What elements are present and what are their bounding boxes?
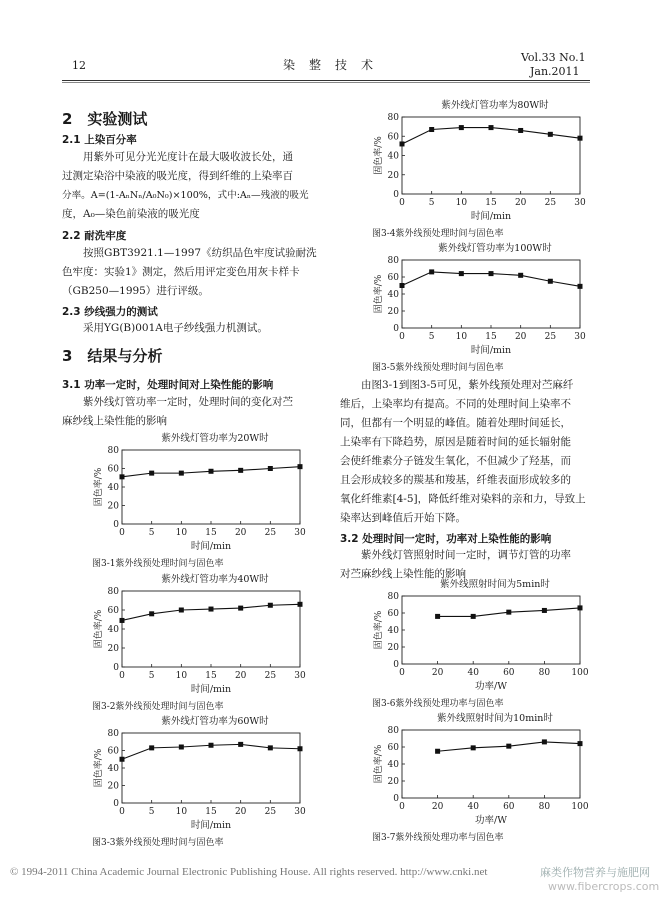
y-tick-label: 0 — [393, 794, 399, 804]
data-point — [120, 757, 125, 762]
x-tick-label: 30 — [294, 807, 306, 817]
data-point — [238, 468, 243, 473]
data-point — [209, 469, 214, 474]
y-tick-label: 80 — [387, 592, 399, 602]
y-tick-label: 60 — [107, 746, 119, 757]
watermark-url: www.fibercrops.com — [548, 880, 660, 893]
data-point — [179, 745, 184, 750]
volume-info: Vol.33 No.1 — [521, 51, 586, 64]
x-tick-label: 15 — [485, 332, 497, 342]
x-tick-label: 20 — [514, 332, 527, 342]
figure-caption: 图3-5紫外线预处理时间与固色率 — [372, 363, 504, 373]
text-line: 过测定染浴中染液的吸光度，得到纤维的上染率百 — [62, 170, 293, 182]
x-tick-label: 15 — [485, 198, 497, 208]
discussion-body — [340, 376, 600, 528]
figure-3-1 — [90, 430, 320, 570]
x-tick-label: 25 — [264, 807, 277, 817]
y-tick-label: 40 — [387, 151, 399, 162]
x-tick-label: 0 — [119, 671, 125, 681]
plot-frame — [402, 596, 580, 664]
figure-caption: 图3-4紫外线预处理时间与固色率 — [372, 229, 504, 239]
data-point — [459, 125, 464, 130]
x-tick-label: 40 — [467, 668, 479, 678]
y-tick-label: 60 — [387, 273, 399, 283]
y-tick-label: 80 — [107, 729, 119, 739]
x-tick-label: 0 — [119, 807, 125, 817]
data-point — [578, 741, 583, 746]
chart-title: 紫外线照射时间为5min时 — [440, 579, 550, 590]
x-tick-label: 0 — [399, 802, 405, 812]
y-tick-label: 40 — [387, 760, 399, 770]
section-2-3-body — [62, 319, 350, 338]
x-tick-label: 10 — [175, 528, 188, 538]
data-point — [209, 607, 214, 612]
x-tick-label: 20 — [234, 528, 247, 538]
section-2-3-title: 2.3 纱线强力的测试 — [62, 306, 158, 318]
data-point — [268, 745, 273, 750]
section-3-2-title: 3.2 处理时间一定时，功率对上染性能的影响 — [340, 533, 552, 545]
figure-caption: 图3-3紫外线预处理时间与固色率 — [92, 838, 224, 848]
y-tick-label: 40 — [387, 626, 399, 636]
data-point — [578, 284, 583, 289]
x-tick-label: 80 — [538, 668, 551, 678]
figure-3-6 — [370, 576, 600, 710]
x-axis-label: 时间/min — [190, 684, 232, 695]
y-tick-label: 80 — [387, 256, 399, 266]
x-tick-label: 25 — [544, 198, 557, 208]
plot-frame — [122, 591, 300, 667]
y-axis-label: 固色率/% — [374, 274, 384, 314]
y-tick-label: 20 — [387, 307, 399, 317]
x-tick-label: 20 — [234, 807, 247, 817]
x-tick-label: 80 — [538, 802, 551, 812]
x-tick-label: 30 — [574, 332, 586, 342]
data-point — [238, 606, 243, 611]
data-point — [268, 603, 273, 608]
copyright-footer: © 1994-2011 China Academic Journal Electronic Publishing House. All rights reserved. http://www.cnki.net — [10, 866, 488, 878]
data-point — [471, 614, 476, 619]
x-tick-label: 10 — [455, 198, 468, 208]
journal-name: 染 整 技 术 — [283, 58, 375, 72]
x-tick-label: 10 — [455, 332, 468, 342]
issue-date: Jan.2011 — [530, 65, 580, 78]
figure-3-3 — [90, 713, 320, 849]
data-point — [268, 466, 273, 471]
text-line: 氧化纤维素[4-5]，降低纤维对染料的亲和力，导致上 — [340, 493, 586, 505]
section-3-title: 3 结果与分析 — [62, 347, 163, 365]
text-line: 采用YG(B)001A电子纱线强力机测试。 — [83, 322, 268, 334]
y-tick-label: 0 — [393, 190, 399, 200]
data-point — [298, 464, 303, 469]
data-point — [149, 471, 154, 476]
text-line: 维后，上染率均有提高。不同的处理时间上染率不 — [340, 398, 571, 410]
chart-svg — [90, 713, 320, 849]
data-point — [429, 269, 434, 274]
y-axis-label: 固色率/% — [94, 467, 104, 507]
text-line: 色牢度：实验1》测定，然后用评定变色用灰卡样卡 — [62, 266, 300, 278]
x-tick-label: 25 — [264, 528, 277, 538]
data-point — [149, 611, 154, 616]
x-tick-label: 10 — [175, 671, 188, 681]
text-line: 上染率有下降趋势，原因是随着时间的延长辐射能 — [340, 436, 571, 448]
text-line: 紫外线灯管功率一定时，处理时间的变化对苎 — [83, 396, 293, 408]
x-tick-label: 30 — [574, 198, 586, 208]
chart-svg — [370, 710, 600, 844]
x-tick-label: 5 — [148, 528, 155, 538]
text-line: （GB250—1995）进行评级。 — [62, 285, 209, 297]
x-tick-label: 60 — [503, 668, 515, 678]
data-point — [238, 742, 243, 747]
header-rule — [62, 80, 590, 81]
section-3-1-body — [62, 393, 350, 431]
data-point — [548, 132, 553, 137]
section-2-title: 2 实验测试 — [62, 110, 148, 128]
data-point — [209, 743, 214, 748]
data-point — [518, 128, 523, 133]
y-tick-label: 20 — [107, 644, 119, 654]
y-axis-label: 固色率/% — [374, 610, 384, 650]
x-tick-label: 20 — [431, 668, 444, 678]
y-tick-label: 0 — [393, 660, 399, 670]
y-tick-label: 60 — [387, 743, 399, 753]
data-point — [578, 605, 583, 610]
figure-caption: 图3-7紫外线预处理功率与固色率 — [372, 833, 504, 843]
y-tick-label: 40 — [107, 764, 119, 774]
figure-3-4 — [370, 97, 600, 240]
page-number: 12 — [72, 59, 86, 72]
data-point — [489, 271, 494, 276]
x-tick-label: 0 — [399, 668, 405, 678]
y-tick-label: 60 — [107, 464, 119, 475]
y-tick-label: 40 — [387, 290, 399, 300]
chart-svg — [370, 240, 600, 374]
section-2-1-body — [62, 148, 350, 224]
data-point — [120, 618, 125, 623]
y-tick-label: 60 — [387, 609, 399, 619]
data-point — [179, 608, 184, 613]
section-2-2-body — [62, 244, 350, 301]
x-axis-label: 功率/W — [475, 681, 507, 692]
data-point — [489, 125, 494, 130]
y-tick-label: 0 — [113, 520, 119, 530]
section-2-2-title: 2.2 耐洗牢度 — [62, 230, 127, 242]
chart-svg — [370, 97, 600, 240]
y-tick-label: 40 — [107, 483, 119, 493]
x-axis-label: 功率/W — [475, 815, 507, 826]
data-point — [179, 471, 184, 476]
data-point — [298, 746, 303, 751]
y-tick-label: 80 — [107, 587, 119, 597]
figure-3-5 — [370, 240, 600, 374]
x-tick-label: 5 — [428, 198, 435, 208]
figure-3-2 — [90, 571, 320, 713]
x-axis-label: 时间/min — [190, 541, 232, 552]
text-line: 同，但都有一个明显的峰值。随着处理时间延长， — [340, 417, 571, 429]
y-axis-label: 固色率/% — [94, 609, 104, 649]
y-tick-label: 20 — [387, 170, 399, 181]
x-tick-label: 100 — [571, 668, 589, 678]
section-3-1-title: 3.1 功率一定时，处理时间对上染性能的影响 — [62, 379, 274, 391]
text-line: 染率达到峰值后开始下降。 — [340, 512, 466, 524]
figure-caption: 图3-2紫外线预处理时间与固色率 — [92, 702, 224, 712]
text-line: 由图3-1到图3-5可见，紫外线预处理对苎麻纤 — [361, 379, 574, 391]
y-tick-label: 20 — [387, 777, 399, 787]
y-axis-label: 固色率/% — [374, 744, 384, 784]
text-line: 紫外线灯管照射时间一定时，调节灯管的功率 — [361, 549, 571, 561]
data-point — [400, 283, 405, 288]
y-tick-label: 80 — [387, 726, 399, 736]
x-tick-label: 5 — [428, 332, 435, 342]
figure-caption: 图3-6紫外线预处理功率与固色率 — [372, 699, 504, 709]
chart-title: 紫外线灯管功率为20W时 — [161, 433, 269, 444]
y-tick-label: 0 — [393, 324, 399, 334]
chart-svg — [90, 430, 320, 570]
chart-title: 紫外线灯管功率为60W时 — [161, 716, 269, 727]
figure-3-7 — [370, 710, 600, 844]
plot-frame — [402, 730, 580, 798]
x-axis-label: 时间/min — [470, 345, 512, 356]
chart-title: 紫外线照射时间为10min时 — [437, 713, 553, 724]
data-point — [435, 614, 440, 619]
x-tick-label: 30 — [294, 671, 306, 681]
text-line: 用紫外可见分光光度计在最大吸收波长处，通 — [83, 151, 293, 163]
watermark-text: 麻类作物营养与施肥网 — [540, 866, 650, 879]
section-2-1-title: 2.1 上染百分率 — [62, 134, 137, 146]
x-tick-label: 5 — [148, 807, 155, 817]
data-point — [120, 474, 125, 479]
text-line: 麻纱线上染性能的影响 — [62, 415, 167, 427]
chart-title: 紫外线灯管功率为100W时 — [438, 243, 552, 254]
chart-title: 紫外线灯管功率为40W时 — [161, 574, 269, 585]
y-tick-label: 20 — [107, 501, 119, 512]
plot-frame — [122, 450, 300, 524]
x-tick-label: 5 — [148, 671, 155, 681]
y-tick-label: 20 — [387, 643, 399, 653]
x-tick-label: 60 — [503, 802, 515, 812]
y-tick-label: 0 — [113, 799, 119, 809]
x-tick-label: 15 — [205, 671, 217, 681]
chart-svg — [370, 576, 600, 710]
y-tick-label: 60 — [387, 132, 399, 143]
header-rule-thin — [62, 82, 590, 83]
x-tick-label: 25 — [544, 332, 557, 342]
data-point — [471, 745, 476, 750]
x-tick-label: 40 — [467, 802, 479, 812]
x-tick-label: 20 — [431, 802, 444, 812]
chart-title: 紫外线灯管功率为80W时 — [441, 100, 549, 111]
text-line: 且会形成较多的羰基和羧基，纤维表面形成较多的 — [340, 474, 571, 486]
figure-caption: 图3-1紫外线预处理时间与固色率 — [92, 559, 224, 569]
x-axis-label: 时间/min — [470, 211, 512, 222]
data-point — [518, 273, 523, 278]
data-point — [429, 127, 434, 132]
data-point — [542, 739, 547, 744]
x-axis-label: 时间/min — [190, 820, 232, 831]
data-point — [298, 602, 303, 607]
x-tick-label: 0 — [399, 198, 405, 208]
chart-svg — [90, 571, 320, 713]
text-line: 对苎麻纱线上染性能的影响 — [340, 568, 466, 580]
text-line: 按照GBT3921.1—1997《纺织品色牢度试验耐洗 — [83, 247, 317, 259]
x-tick-label: 0 — [399, 332, 405, 342]
y-tick-label: 40 — [107, 625, 119, 635]
x-tick-label: 15 — [205, 807, 217, 817]
y-tick-label: 80 — [387, 113, 399, 123]
data-point — [435, 749, 440, 754]
text-line: 会使纤维素分子链发生氧化，不但减少了羟基，而 — [340, 455, 571, 467]
y-tick-label: 60 — [107, 606, 119, 616]
data-point — [548, 279, 553, 284]
x-tick-label: 20 — [234, 671, 247, 681]
x-tick-label: 30 — [294, 528, 306, 538]
y-tick-label: 80 — [107, 446, 119, 456]
x-tick-label: 20 — [514, 198, 527, 208]
text-line: 分率。A=(1-AₙNₙ/A₀N₀)×100%，式中:Aₙ—残液的吸光 — [62, 190, 309, 201]
data-point — [578, 136, 583, 141]
x-tick-label: 10 — [175, 807, 188, 817]
y-tick-label: 20 — [107, 781, 119, 792]
x-tick-label: 100 — [571, 802, 589, 812]
data-point — [542, 608, 547, 613]
data-point — [506, 744, 511, 749]
x-tick-label: 0 — [119, 528, 125, 538]
x-tick-label: 25 — [264, 671, 277, 681]
data-point — [400, 141, 405, 146]
y-axis-label: 固色率/% — [94, 748, 104, 788]
plot-frame — [402, 260, 580, 328]
data-point — [506, 610, 511, 615]
y-tick-label: 0 — [113, 663, 119, 673]
data-point — [149, 745, 154, 750]
data-point — [459, 271, 464, 276]
y-axis-label: 固色率/% — [374, 136, 384, 175]
x-tick-label: 15 — [205, 528, 217, 538]
text-line: 度，A₀—染色前染液的吸光度 — [62, 208, 200, 220]
